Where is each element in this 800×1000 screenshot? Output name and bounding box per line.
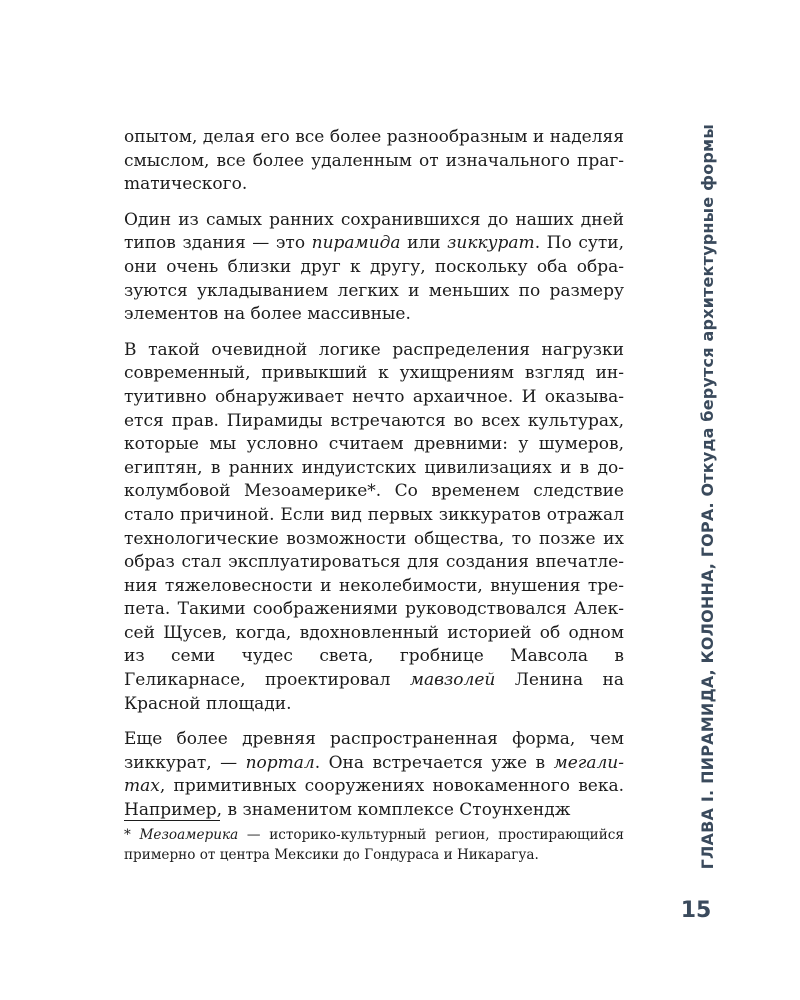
running-head-text: ГЛАВА I. ПИРАМИДА, КОЛОННА, ГОРА. Откуда берутся архитектурные формы <box>697 124 717 870</box>
footnote-text: — историко-культурный регион, простирающийся примерно от центра Мексики до Гондураса и Никарагуа. <box>124 827 624 863</box>
text-run: или <box>400 233 448 254</box>
paragraph <box>124 728 624 822</box>
text-run: Один из самых ранних сохранившихся до наших дней типов здания — это <box>124 209 624 254</box>
text-run: опытом, делая его все более разнообразным и наделяя смыслом, все более удаленным от изначального прагmатического. <box>124 127 624 195</box>
text-run: , примитивных сооружениях новокаменного века. Например, в знаменитом комплексе Стоунхендж <box>124 776 624 821</box>
footnote-term: Мезоамерика <box>139 827 239 843</box>
italic-term: мегалитах <box>124 752 624 797</box>
footnote-marker: * <box>124 827 140 843</box>
page-number: 15 <box>680 898 712 923</box>
italic-term: портал <box>245 752 315 773</box>
paragraph <box>124 339 624 717</box>
italic-term: мавзолей <box>409 670 496 691</box>
paragraph <box>124 209 624 327</box>
italic-term: зиккурат <box>447 233 535 254</box>
text-run: Ленина на Красной площади. <box>124 670 624 714</box>
text-run: . По сути, они очень близки друг к другу, поскольку оба образуются укладыванием легких и меньших по размеру элементов на более массивные. <box>124 233 624 325</box>
paragraph <box>124 126 624 197</box>
body-text <box>124 126 624 835</box>
running-head <box>688 124 726 870</box>
footnote <box>124 826 624 865</box>
italic-term: пирамида <box>311 233 401 254</box>
footnote-divider <box>124 820 220 821</box>
text-run: В такой очевидной логике распределения нагрузки современный, привыкший к ухищрениям взгляд интуитивно обнаруживает нечто архаичное. И оказывается прав. Пирамиды встречаются во всех культурах, которые мы условно считаем древними: у шумеров, египтян, в ранних индуистских цивилизациях и в доколумбовой Мезоамерике*. Со временем следствие стало причиной. Если вид первых зиккуратов отражал технологические возможности общества, то позже их образ стал эксплуатироваться для создания впечатления тяжеловесности и неколебимости, внушения трепета. Такими соображениями руководствовался Алексей Щусев, когда, вдохновленный историей об одном из семи чудес света, гробнице Мавсола в Геликарнасе, проектировал <box>124 339 624 691</box>
text-run: . Она встречается уже в <box>314 752 554 773</box>
text-run: Еще более древняя распространенная форма, чем зиккурат, — <box>124 729 624 773</box>
